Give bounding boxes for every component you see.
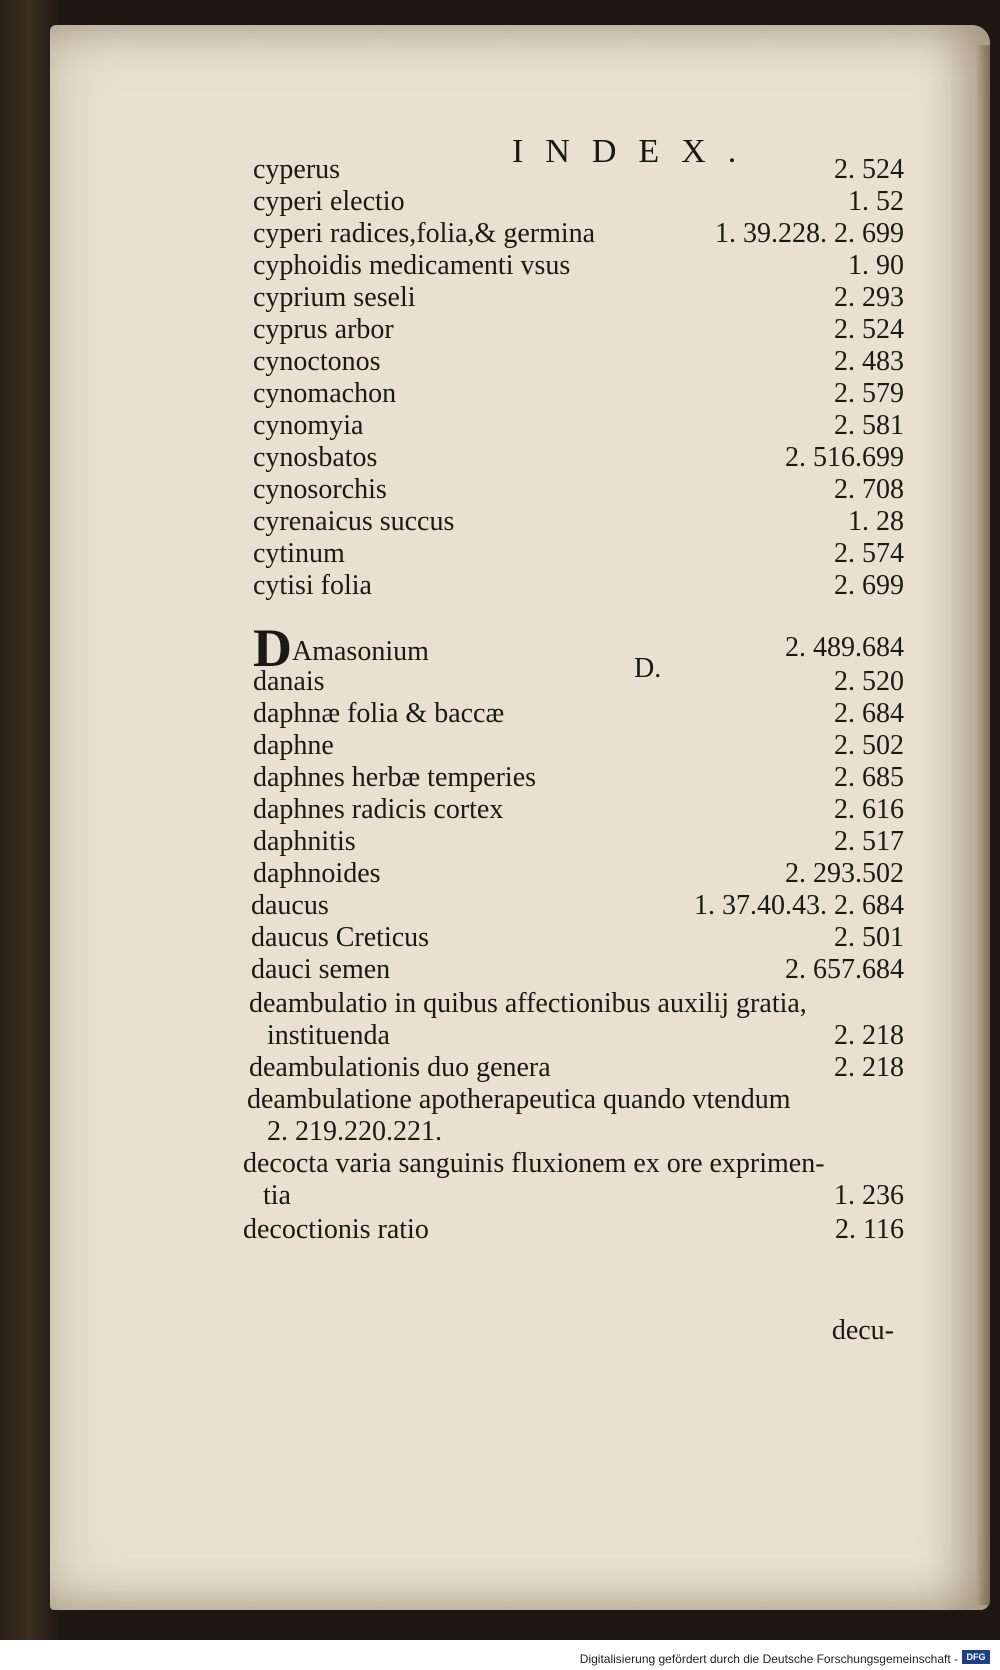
index-term bbox=[253, 217, 595, 251]
index-term bbox=[267, 1115, 442, 1149]
index-entry bbox=[50, 1115, 990, 1149]
index-page-reference: 2. 293.502 bbox=[785, 858, 904, 889]
index-page-reference: 2. 516.699 bbox=[785, 442, 904, 473]
index-term bbox=[263, 1179, 291, 1213]
index-term bbox=[253, 793, 503, 827]
index-entry bbox=[50, 618, 990, 678]
index-term bbox=[253, 249, 570, 283]
index-page-reference: 1. 28 bbox=[848, 506, 904, 537]
index-term-text: cynomachon bbox=[253, 378, 397, 409]
index-entry bbox=[50, 987, 990, 1021]
index-term-text: cynosbatos bbox=[253, 442, 378, 473]
index-term-text: tia bbox=[263, 1180, 291, 1211]
index-page-reference: 2. 501 bbox=[834, 922, 904, 953]
index-term-text: deambulatione apotherapeutica quando vtendum bbox=[247, 1084, 791, 1115]
index-term bbox=[253, 313, 394, 347]
index-term bbox=[253, 281, 416, 315]
index-page-reference: 1. 52 bbox=[848, 186, 904, 217]
page-header: INDEX. bbox=[512, 133, 759, 170]
index-term bbox=[253, 618, 429, 678]
index-entry bbox=[50, 409, 990, 443]
index-term bbox=[253, 761, 536, 795]
index-term-text: cyperi radices,folia,& germina bbox=[253, 218, 596, 249]
index-term-text: cyperi electio bbox=[253, 186, 405, 217]
index-term-text: decocta varia sanguinis fluxionem ex ore exprimen- bbox=[243, 1148, 825, 1179]
index-term bbox=[267, 1019, 390, 1053]
index-page-reference: 2. 520 bbox=[834, 666, 904, 697]
index-page-reference: 2. 684 bbox=[834, 698, 904, 729]
index-page-reference: 2. 489.684 bbox=[785, 632, 904, 663]
index-term-text: instituenda bbox=[267, 1020, 390, 1051]
index-page-reference: 1. 37.40.43. 2. 684 bbox=[694, 890, 904, 921]
index-entry bbox=[50, 313, 990, 347]
index-term-text: cytinum bbox=[253, 538, 345, 569]
index-entries bbox=[50, 25, 990, 1610]
index-entry bbox=[50, 569, 990, 603]
index-page-reference: 2. 517 bbox=[834, 826, 904, 857]
index-page-reference: 2. 699 bbox=[834, 570, 904, 601]
index-term-text: danais bbox=[253, 666, 325, 697]
index-term-text: daucus bbox=[251, 890, 329, 921]
index-term bbox=[253, 537, 345, 571]
index-page-reference: 2. 293 bbox=[834, 282, 904, 313]
index-entry bbox=[50, 857, 990, 891]
index-entry bbox=[50, 185, 990, 219]
index-entry bbox=[50, 1051, 990, 1085]
section-letter: D. bbox=[634, 653, 662, 684]
index-term bbox=[253, 569, 372, 603]
index-term-text: cytisi folia bbox=[253, 570, 372, 601]
index-page-reference: 2. 657.684 bbox=[785, 954, 904, 985]
index-entry bbox=[50, 377, 990, 411]
index-term bbox=[253, 473, 387, 507]
index-entry bbox=[50, 921, 990, 955]
dfg-logo: DFG bbox=[962, 1650, 990, 1664]
index-entry bbox=[50, 697, 990, 731]
index-entry bbox=[50, 761, 990, 795]
index-page-reference: 2. 685 bbox=[834, 762, 904, 793]
index-term bbox=[249, 987, 807, 1021]
index-entry bbox=[50, 153, 990, 187]
index-term bbox=[247, 1083, 790, 1117]
index-term-text: cynosorchis bbox=[253, 474, 387, 505]
index-page-reference: 2. 502 bbox=[834, 730, 904, 761]
index-page-reference: 2. 574 bbox=[834, 538, 904, 569]
index-page-reference: 2. 579 bbox=[834, 378, 904, 409]
index-entry bbox=[50, 537, 990, 571]
index-entry bbox=[50, 217, 990, 251]
index-page-reference: 2. 708 bbox=[834, 474, 904, 505]
index-term bbox=[253, 409, 363, 443]
index-term-text: decoctionis ratio bbox=[243, 1214, 429, 1245]
index-term bbox=[253, 857, 381, 891]
index-term-text: daphne bbox=[253, 730, 334, 761]
index-entry bbox=[50, 953, 990, 987]
index-term-text: cyperus bbox=[253, 154, 341, 185]
index-entry bbox=[50, 249, 990, 283]
index-entry bbox=[50, 793, 990, 827]
footer-credit: Digitalisierung gefördert durch die Deutsche Forschungsgemeinschaft - bbox=[579, 1652, 958, 1666]
index-term bbox=[253, 729, 334, 763]
index-entry bbox=[50, 441, 990, 475]
index-term-text: cyphoidis medicamenti vsus bbox=[253, 250, 571, 281]
index-term-text: cynomyia bbox=[253, 410, 364, 441]
index-entry bbox=[50, 345, 990, 379]
index-entry bbox=[50, 473, 990, 507]
index-term-text: daphnes radicis cortex bbox=[253, 794, 504, 825]
index-term bbox=[243, 1213, 429, 1247]
index-term-text: deambulatio in quibus affectionibus auxilij gratia, bbox=[249, 988, 807, 1019]
index-page-reference: 2. 524 bbox=[834, 154, 904, 185]
catchword: decu- bbox=[831, 1315, 894, 1346]
index-term bbox=[249, 1051, 551, 1085]
index-term-text: daphnitis bbox=[253, 826, 356, 857]
index-entry bbox=[50, 1083, 990, 1117]
index-term bbox=[253, 185, 405, 219]
index-term bbox=[253, 153, 340, 187]
index-term bbox=[251, 921, 429, 955]
index-term-text: cyrenaicus succus bbox=[253, 506, 455, 537]
index-term bbox=[253, 697, 504, 731]
index-entry bbox=[50, 1179, 990, 1213]
index-term bbox=[253, 377, 396, 411]
index-page-reference: 2. 116 bbox=[835, 1214, 904, 1245]
index-entry bbox=[50, 825, 990, 859]
index-entry bbox=[50, 1213, 990, 1247]
index-term-text: cyprus arbor bbox=[253, 314, 394, 345]
index-entry bbox=[50, 505, 990, 539]
index-term bbox=[253, 441, 377, 475]
book-page bbox=[50, 25, 990, 1610]
index-term-text: daphnæ folia & baccæ bbox=[253, 698, 505, 729]
index-entry bbox=[50, 281, 990, 315]
index-term-text: dauci semen bbox=[251, 954, 391, 985]
index-page-reference: 2. 524 bbox=[834, 314, 904, 345]
index-term bbox=[253, 505, 454, 539]
index-term-text: 2. 219.220.221. bbox=[267, 1116, 442, 1147]
index-entry bbox=[50, 889, 990, 923]
index-page-reference: 2. 218 bbox=[834, 1052, 904, 1083]
index-entry bbox=[50, 665, 990, 699]
index-page-reference: 2. 483 bbox=[834, 346, 904, 377]
index-page-reference: 2. 581 bbox=[834, 410, 904, 441]
drop-cap: D bbox=[253, 618, 292, 678]
index-term bbox=[253, 825, 356, 859]
index-page-reference: 1. 90 bbox=[848, 250, 904, 281]
index-term bbox=[251, 953, 390, 987]
index-term bbox=[243, 1147, 825, 1181]
index-entry bbox=[50, 1019, 990, 1053]
index-term-text: daucus Creticus bbox=[251, 922, 430, 953]
index-term bbox=[253, 345, 381, 379]
index-entry bbox=[50, 1147, 990, 1181]
index-page-reference: 2. 616 bbox=[834, 794, 904, 825]
index-page-reference: 1. 39.228. 2. 699 bbox=[715, 218, 904, 249]
index-page-reference: 1. 236 bbox=[834, 1180, 904, 1211]
index-term-text: daphnes herbæ temperies bbox=[253, 762, 537, 793]
index-term bbox=[253, 665, 325, 699]
index-term-text: daphnoides bbox=[253, 858, 381, 889]
index-term-text: cyprium seseli bbox=[253, 282, 416, 313]
index-entry bbox=[50, 729, 990, 763]
index-term bbox=[251, 889, 329, 923]
index-term-text: Amasonium bbox=[292, 636, 429, 667]
index-page-reference: 2. 218 bbox=[834, 1020, 904, 1051]
index-term-text: deambulationis duo genera bbox=[249, 1052, 551, 1083]
index-term-text: cynoctonos bbox=[253, 346, 381, 377]
